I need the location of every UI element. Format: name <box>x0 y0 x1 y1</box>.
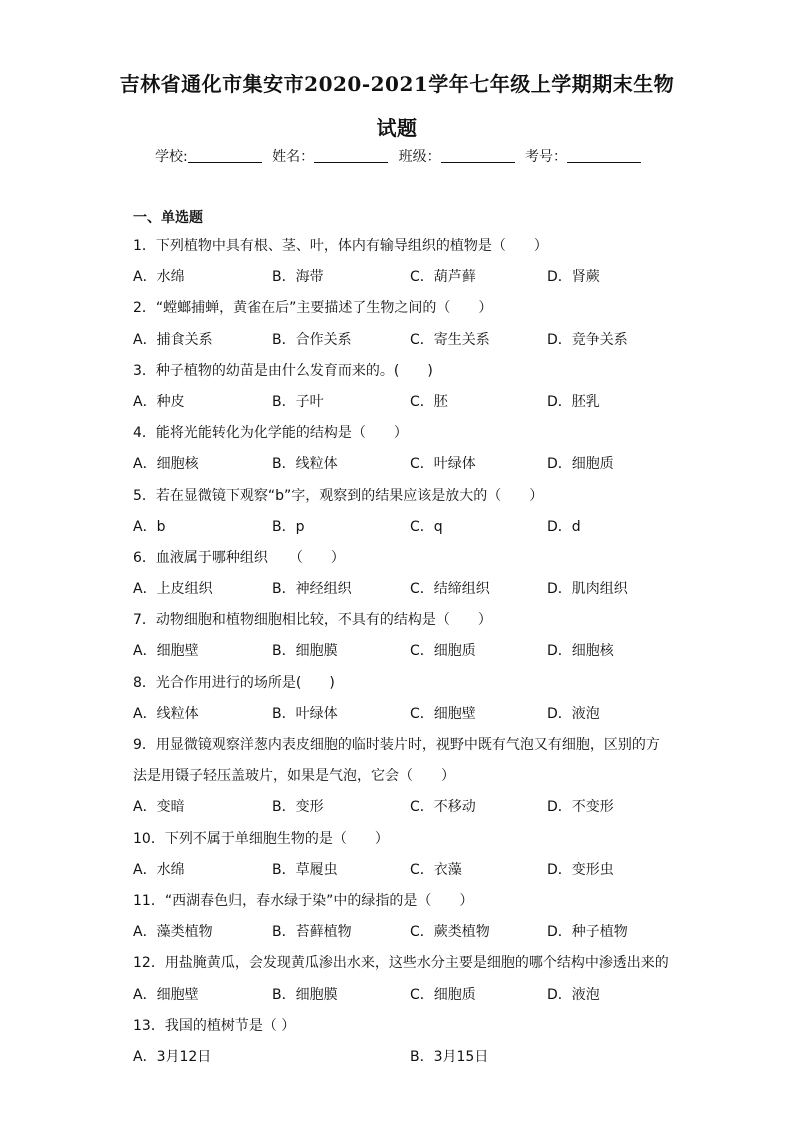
options-row <box>133 262 673 293</box>
options-row <box>133 449 673 480</box>
options-row <box>133 636 673 667</box>
option-d: D．细胞质 <box>547 456 614 473</box>
question-item <box>133 543 673 605</box>
question-item <box>133 824 673 886</box>
class-blank <box>441 148 515 163</box>
option-d: D．变形虫 <box>547 861 614 878</box>
question-stem: 3．种子植物的幼苗是由什么发育而来的。( ) <box>133 362 433 379</box>
option-b: B．叶绿体 <box>272 705 338 722</box>
option-b: B．合作关系 <box>272 331 352 348</box>
option-c: C．寄生关系 <box>410 331 490 348</box>
question-stem: 法是用镊子轻压盖玻片，如果是气泡，它会（ ） <box>133 768 455 785</box>
options-row <box>133 512 673 543</box>
page-title-line-1: 吉林省通化市集安市2020-2021学年七年级上学期期末生物 <box>119 72 675 96</box>
question-item <box>133 886 673 948</box>
option-c: C．叶绿体 <box>410 456 476 473</box>
question-item <box>133 668 673 730</box>
option-d: D．不变形 <box>547 799 614 816</box>
options-row <box>133 792 673 823</box>
exam-number-blank <box>567 148 641 163</box>
question-stem: 2．“螳螂捕蝉，黄雀在后”主要描述了生物之间的（ ） <box>133 300 493 317</box>
option-a: A．b <box>133 518 166 535</box>
option-d: D．竞争关系 <box>547 331 628 348</box>
question-stem: 12．用盐腌黄瓜，会发现黄瓜渗出水来，这些水分主要是细胞的哪个结构中渗透出来的 <box>133 955 669 972</box>
section-title: 一、单选题 <box>133 210 203 226</box>
option-d: D．胚乳 <box>547 393 600 410</box>
option-a: A．细胞壁 <box>133 986 199 1003</box>
question-item <box>133 231 673 293</box>
option-c: C．衣藻 <box>410 861 462 878</box>
option-d: D．肾蕨 <box>547 269 600 286</box>
option-a: A．种皮 <box>133 393 185 410</box>
option-d: D．肌肉组织 <box>547 581 628 598</box>
option-b: B．子叶 <box>272 393 324 410</box>
option-c: C．细胞质 <box>410 643 476 660</box>
option-d: D．液泡 <box>547 986 600 1003</box>
option-b: B．p <box>272 518 305 535</box>
option-a: A．水绵 <box>133 269 185 286</box>
option-d: D．种子植物 <box>547 924 628 941</box>
option-c: C．q <box>410 518 443 535</box>
option-b: B．变形 <box>272 799 324 816</box>
question-item <box>133 1011 673 1073</box>
question-item <box>133 481 673 543</box>
question-stem: 10．下列不属于单细胞生物的是（ ） <box>133 830 389 847</box>
options-row <box>133 980 673 1011</box>
option-d: D．细胞核 <box>547 643 614 660</box>
options-row <box>133 574 673 605</box>
option-a: A．线粒体 <box>133 705 199 722</box>
page-title-line-2: 试题 <box>376 116 418 140</box>
question-stem: 9．用显微镜观察洋葱内表皮细胞的临时装片时，视野中既有气泡又有细胞，区别的方 <box>133 737 660 753</box>
option-a: A．捕食关系 <box>133 331 213 348</box>
option-a: A．细胞核 <box>133 456 199 473</box>
option-b: B．草履虫 <box>272 861 338 878</box>
question-item <box>133 418 673 480</box>
options-row <box>133 855 673 886</box>
name-blank <box>314 148 388 163</box>
question-stem: 13．我国的植树节是（ ） <box>133 1017 296 1034</box>
class-label: 班级： <box>398 149 441 165</box>
option-b: B．3月15日 <box>410 1048 489 1065</box>
school-blank <box>188 148 262 163</box>
question-item <box>133 356 673 418</box>
question-stem: 5．若在显微镜下观察“b”字，观察到的结果应该是放大的（ ） <box>133 487 544 504</box>
exam-number-label: 考号： <box>525 149 568 165</box>
question-item <box>133 293 673 355</box>
option-d: D．液泡 <box>547 705 600 722</box>
question-stem: 11．“西湖春色归，春水绿于染”中的绿指的是（ ） <box>133 892 474 909</box>
option-c: C．胚 <box>410 393 448 410</box>
question-item <box>133 605 673 667</box>
question-stem: 4．能将光能转化为化学能的结构是（ ） <box>133 425 408 442</box>
option-b: B．线粒体 <box>272 456 338 473</box>
student-info-row <box>0 146 794 166</box>
option-b: B．苔藓植物 <box>272 924 352 941</box>
option-b: B．海带 <box>272 269 324 286</box>
options-row <box>133 699 673 730</box>
option-b: B．细胞膜 <box>272 986 338 1003</box>
option-c: C．结缔组织 <box>410 581 490 598</box>
option-d: D．d <box>547 518 581 535</box>
option-b: B．神经组织 <box>272 581 352 598</box>
options-row <box>133 1042 673 1073</box>
question-stem: 7．动物细胞和植物细胞相比较，不具有的结构是（ ） <box>133 612 492 629</box>
option-c: C．细胞壁 <box>410 705 476 722</box>
option-a: A．细胞壁 <box>133 643 199 660</box>
options-row <box>133 917 673 948</box>
question-item <box>133 948 673 1010</box>
question-item <box>133 730 673 824</box>
option-c: C．蕨类植物 <box>410 924 490 941</box>
option-b: B．细胞膜 <box>272 643 338 660</box>
options-row <box>133 325 673 356</box>
option-c: C．不移动 <box>410 799 476 816</box>
option-a: A．上皮组织 <box>133 581 213 598</box>
option-c: C．葫芦藓 <box>410 269 476 286</box>
options-row <box>133 387 673 418</box>
question-stem: 8．光合作用进行的场所是( ) <box>133 674 335 691</box>
option-c: C．细胞质 <box>410 986 476 1003</box>
option-a: A．3月12日 <box>133 1048 212 1065</box>
question-stem: 6．血液属于哪种组织 （ ） <box>133 549 345 566</box>
question-stem: 1．下列植物中具有根、茎、叶，体内有输导组织的植物是（ ） <box>133 238 548 254</box>
option-a: A．变暗 <box>133 799 185 816</box>
name-label: 姓名： <box>272 149 315 165</box>
option-a: A．藻类植物 <box>133 924 213 941</box>
option-a: A．水绵 <box>133 861 185 878</box>
school-label: 学校: <box>154 149 188 165</box>
question-list <box>133 231 673 1073</box>
